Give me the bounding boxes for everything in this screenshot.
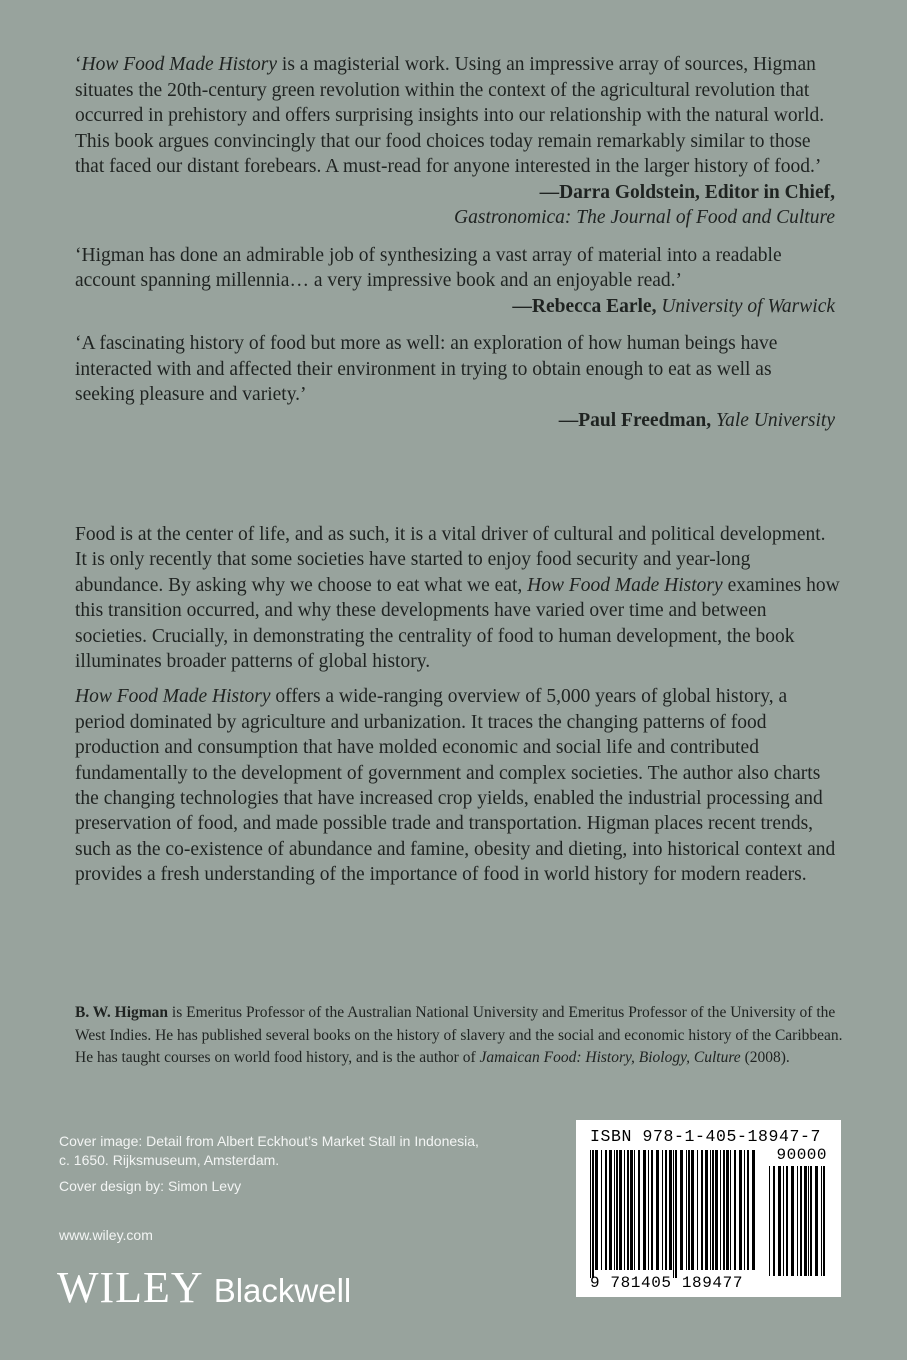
barcode-bar xyxy=(808,1166,809,1276)
barcode-bar xyxy=(691,1150,694,1270)
barcode-bar xyxy=(669,1150,672,1270)
blackwell-wordmark: Blackwell xyxy=(213,1272,352,1309)
ean-digits: 9 781405 189477 xyxy=(590,1274,744,1292)
barcode-bar xyxy=(791,1166,794,1276)
author-name: —Rebecca Earle, xyxy=(512,295,657,317)
barcode-bar xyxy=(815,1166,818,1276)
ean-barcode-bars xyxy=(590,1150,760,1278)
quote-text: ‘How Food Made History is a magisterial work. Using an impressive array of sources, Higman situates the 20th-century green revolution within the context of the agricultural revolution that occurred in prehistory and offers surprising insights into our relationship with the natural world. This book argues convincingly that our food choices today remain remarkably similar to those that faced our distant forebears. A must-read for anyone interested in the larger history of food.’ xyxy=(75,54,825,177)
barcode-bar xyxy=(778,1166,781,1276)
barcode-bar xyxy=(739,1150,742,1270)
barcode-bar xyxy=(705,1150,708,1270)
barcode-bar xyxy=(821,1166,822,1276)
cover-image-credit: Cover image: Detail from Albert Eckhout’s Market Stall in Indonesia, xyxy=(59,1133,479,1149)
barcode-bar xyxy=(697,1150,698,1270)
barcode-bar xyxy=(651,1150,653,1270)
author-name: —Darra Goldstein, Editor in Chief, xyxy=(539,181,835,203)
quote-body: is a magisterial work. Using an impressive array of sources, Higman situates the 20th-century green revolution within the context of the agricultural revolution that occurred in prehistory and offers surprising insights into our relationship with the natural world. This book argues convincingly that our food choices today remain remarkably similar to those that faced our distant forebears. A must-read for anyone interested in the larger history of food.’ xyxy=(75,54,825,177)
barcode-bar xyxy=(665,1150,667,1270)
quote-affiliation xyxy=(75,205,835,231)
barcode-bar xyxy=(638,1150,640,1270)
barcode-bar xyxy=(783,1166,784,1276)
barcode-bar xyxy=(747,1150,749,1270)
quote-author xyxy=(75,408,835,434)
affiliation-text: Gastronomica: The Journal of Food and Culture xyxy=(454,207,835,228)
barcode-bar xyxy=(804,1166,807,1276)
description-text: Food is at the center of life, and as such, it is a vital driver of cultural and political development. It is only recently that some societies have started to enjoy food security and year-long abundance. By asking why we choose to eat what we eat, xyxy=(75,524,826,596)
bio-body: is Emeritus Professor of the Australian National University and Emeritus Professor of the University of the West Indies. He has published several books on the history of slavery and the social and economic history of the Caribbean. He has taught courses on world food history, and is the author of xyxy=(75,1004,843,1067)
barcode-bar xyxy=(823,1166,825,1276)
wiley-blackwell-logo xyxy=(57,1262,351,1313)
barcode-bar xyxy=(680,1150,683,1270)
cover-design-credit: Cover design by: Simon Levy xyxy=(59,1178,242,1194)
barcode-bar xyxy=(752,1150,755,1270)
barcode-bar xyxy=(662,1150,663,1270)
quote-author xyxy=(75,180,835,206)
barcode-bar xyxy=(614,1150,615,1270)
book-description xyxy=(75,522,840,898)
description-paragraph-2 xyxy=(75,684,840,887)
barcode-bar xyxy=(688,1150,690,1270)
endorsements xyxy=(75,52,835,433)
quote-author xyxy=(75,294,835,320)
barcode-bar xyxy=(595,1150,598,1270)
quote-text: ‘Higman has done an admirable job of synthesizing a vast array of material into a readable account spanning millennia… a very impressive book and an enjoyable read.’ xyxy=(75,244,782,291)
barcode-bar xyxy=(648,1150,649,1270)
barcode-bar xyxy=(619,1150,622,1270)
bio-body: (2008). xyxy=(740,1049,790,1067)
barcode-bar xyxy=(630,1150,633,1270)
barcode-bar xyxy=(744,1150,745,1270)
cover-credits xyxy=(59,1132,529,1196)
barcode-bar xyxy=(769,1166,770,1276)
book-title: Jamaican Food: History, Biology, Culture xyxy=(479,1049,741,1067)
isbn-barcode xyxy=(576,1120,841,1297)
barcode-bar xyxy=(730,1150,731,1270)
barcode-bar xyxy=(592,1150,594,1278)
author-name: —Paul Freedman, xyxy=(558,409,712,431)
barcode-bar xyxy=(656,1150,659,1270)
barcode-bar xyxy=(609,1150,612,1270)
price-code: 90000 xyxy=(776,1146,827,1164)
barcode-bar xyxy=(773,1166,775,1276)
book-title: How Food Made History xyxy=(75,686,271,708)
endorsement-earle xyxy=(75,243,835,320)
barcode-bar xyxy=(605,1150,607,1270)
endorsement-freedman xyxy=(75,331,835,433)
publisher-website[interactable]: www.wiley.com xyxy=(59,1227,153,1243)
barcode-bar xyxy=(710,1150,711,1270)
barcode-bar xyxy=(624,1150,625,1270)
barcode-bar xyxy=(723,1150,725,1270)
affiliation-text: Yale University xyxy=(716,409,835,431)
isbn-label: ISBN 978-1-405-18947-7 xyxy=(590,1127,822,1146)
description-text: examines how this transition occurred, and why these developments have varied over time and between societies. Crucially, in demonstrating the centrality of food to human development, the book illuminates broader patterns of global history. xyxy=(75,574,840,673)
barcode-bar xyxy=(673,1150,674,1278)
quote-text: ‘A fascinating history of food but more as well: an exploration of how human beings have interacted with and affected their environment in trying to obtain enough to eat as well as seeking pleasure and variety.’ xyxy=(75,333,778,405)
barcode-bar xyxy=(810,1166,812,1276)
barcode-bar xyxy=(616,1150,618,1270)
barcode-bar xyxy=(627,1150,629,1270)
description-text: offers a wide-ranging overview of 5,000 years of global history, a period dominated by agriculture and urbanization. It traces the changing patterns of food production and consumption that have molded economic and social life and contributed fundamentally to the development of government and complex societies. The author also charts the changing technologies that have increased crop yields, enabled the industrial processing and preservation of food, and made possible trade and transportation. Higman places recent trends, such as the co-existence of abundance and famine, obesity and dieting, into historical context and provides a fresh understanding of the importance of food in world history for modern readers. xyxy=(75,686,836,886)
endorsement-goldstein xyxy=(75,52,835,231)
barcode-bar xyxy=(720,1150,721,1270)
affiliation-text: University of Warwick xyxy=(661,295,835,317)
barcode-bar xyxy=(726,1150,729,1270)
barcode-bar xyxy=(643,1150,646,1270)
addon-barcode-bars xyxy=(769,1166,827,1276)
barcode-bar xyxy=(601,1150,602,1270)
cover-image-credit: c. 1650. Rijksmuseum, Amsterdam. xyxy=(59,1152,280,1168)
bio-text xyxy=(75,1002,850,1070)
barcode-bar xyxy=(786,1166,788,1276)
author-bio xyxy=(75,1002,850,1070)
book-title: How Food Made History xyxy=(527,574,723,596)
barcode-bar xyxy=(686,1150,687,1270)
barcode-bar xyxy=(797,1166,798,1276)
description-paragraph-1 xyxy=(75,522,840,674)
barcode-bar xyxy=(715,1150,718,1270)
barcode-bar xyxy=(634,1150,635,1270)
wiley-wordmark: WILEY xyxy=(57,1263,204,1312)
barcode-bar xyxy=(734,1150,736,1270)
barcode-bar xyxy=(800,1166,802,1276)
barcode-bar xyxy=(675,1150,677,1278)
book-title: How Food Made History xyxy=(81,54,278,75)
barcode-bar xyxy=(590,1150,591,1278)
author-name: B. W. Higman xyxy=(75,1004,169,1021)
barcode-bar xyxy=(712,1150,714,1270)
barcode-bar xyxy=(701,1150,703,1270)
